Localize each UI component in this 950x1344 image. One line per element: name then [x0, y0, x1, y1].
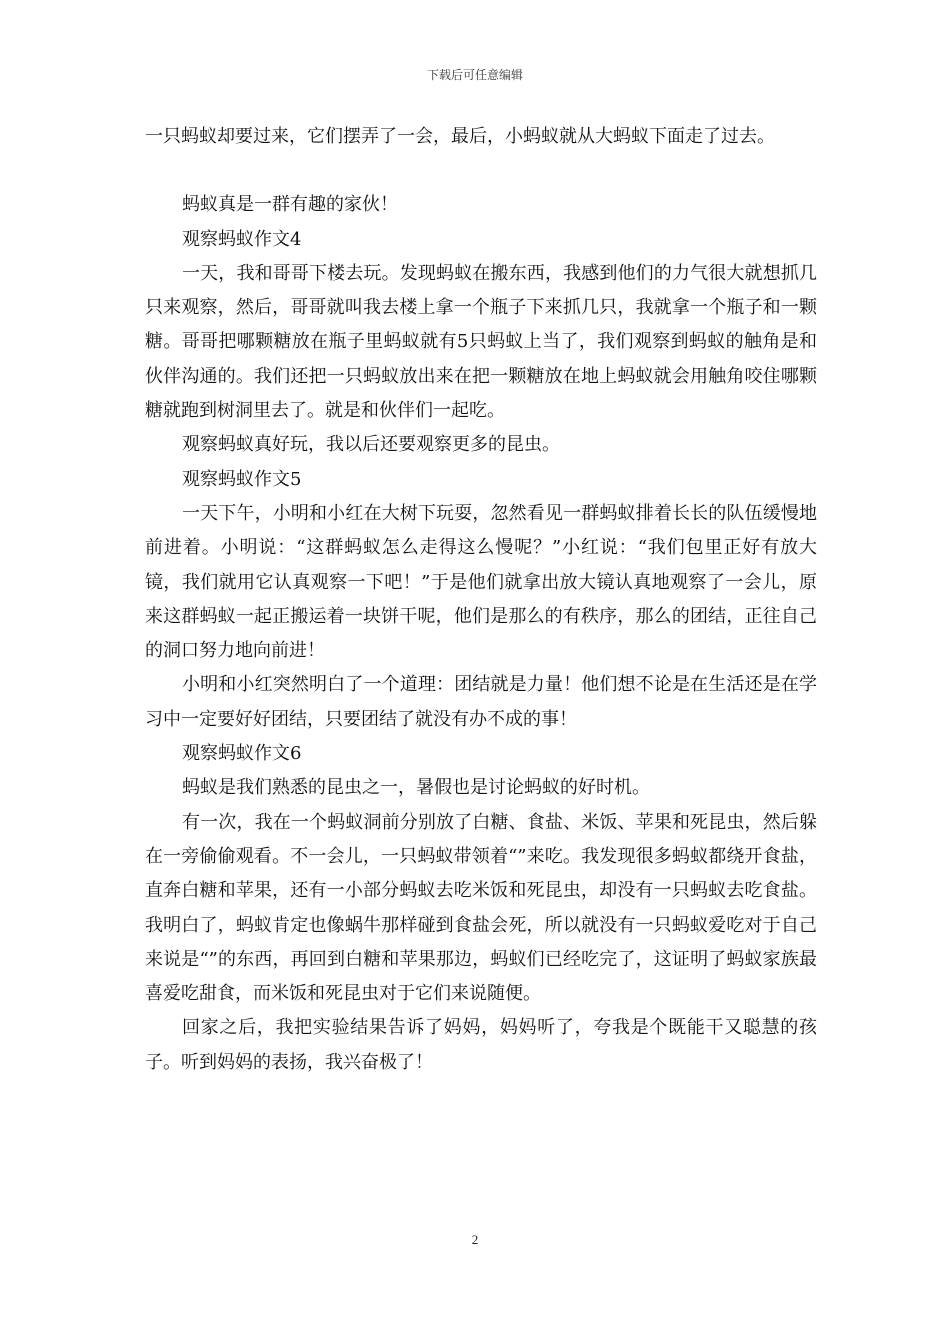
paragraph: 有一次，我在一个蚂蚁洞前分别放了白糖、食盐、米饭、苹果和死昆虫，然后躲在一旁偷偷观看。不一会儿，一只蚂蚁带领着“”来吃。我发现很多蚂蚁都绕开食盐，直奔白糖和苹果，还有一小部分蚂蚁去吃米饭和死昆虫，却没有一只蚂蚁去吃食盐。我明白了，蚂蚁肯定也像蜗牛那样碰到食盐会死，所以就没有一只蚂蚁爱吃对于自己来说是“”的东西，再回到白糖和苹果那边，蚂蚁们已经吃完了，这证明了蚂蚁家族最喜爱吃甜食，而米饭和死昆虫对于它们来说随便。	[145, 811, 817, 1005]
section-heading: 观察蚂蚁作文4	[182, 228, 302, 250]
paragraph-continuation: 一只蚂蚁却要过来，它们摆弄了一会，最后，小蚂蚁就从大蚂蚁下面走了过去。	[145, 126, 775, 147]
section-heading: 观察蚂蚁作文5	[182, 468, 302, 490]
paragraph: 一天，我和哥哥下楼去玩。发现蚂蚁在搬东西，我感到他们的力气很大就想抓几只来观察，然后，哥哥就叫我去楼上拿一个瓶子下来抓几只，我就拿一个瓶子和一颗糖。哥哥把哪颗糖放在瓶子里蚂蚁就有5只蚂蚁上当了，我们观察到蚂蚁的触角是和伙伴沟通的。我们还把一只蚂蚁放出来在把一颗糖放在地上蚂蚁就会用触角咬住哪颗糖就跑到树洞里去了。就是和伙伴们一起吃。	[145, 262, 817, 422]
paragraph: 观察蚂蚁真好玩，我以后还要观察更多的昆虫。	[182, 434, 560, 456]
paragraph: 一天下午，小明和小红在大树下玩耍，忽然看见一群蚂蚁排着长长的队伍缓慢地前进着。小明说：“这群蚂蚁怎么走得这么慢呢？”小红说：“我们包里正好有放大镜，我们就用它认真观察一下吧！”于是他们就拿出放大镜认真地观察了一会儿，原来这群蚂蚁一起正搬运着一块饼干呢，他们是那么的有秩序，那么的团结，正往自己的洞口努力地向前进！	[145, 502, 817, 662]
page-number: 2	[471, 1232, 479, 1247]
page-header: 下载后可任意编辑	[426, 68, 523, 82]
paragraph: 蚂蚁真是一群有趣的家伙！	[182, 194, 398, 216]
paragraph: 小明和小红突然明白了一个道理：团结就是力量！他们想不论是在生活还是在学习中一定要好好团结，只要团结了就没有办不成的事！	[145, 674, 817, 730]
paragraph: 蚂蚁是我们熟悉的昆虫之一，暑假也是讨论蚂蚁的好时机。	[182, 777, 650, 799]
document-body	[145, 120, 817, 1080]
section-heading: 观察蚂蚁作文6	[182, 743, 302, 765]
paragraph: 回家之后，我把实验结果告诉了妈妈，妈妈听了，夸我是个既能干又聪慧的孩子。听到妈妈的表扬，我兴奋极了！	[145, 1017, 817, 1073]
